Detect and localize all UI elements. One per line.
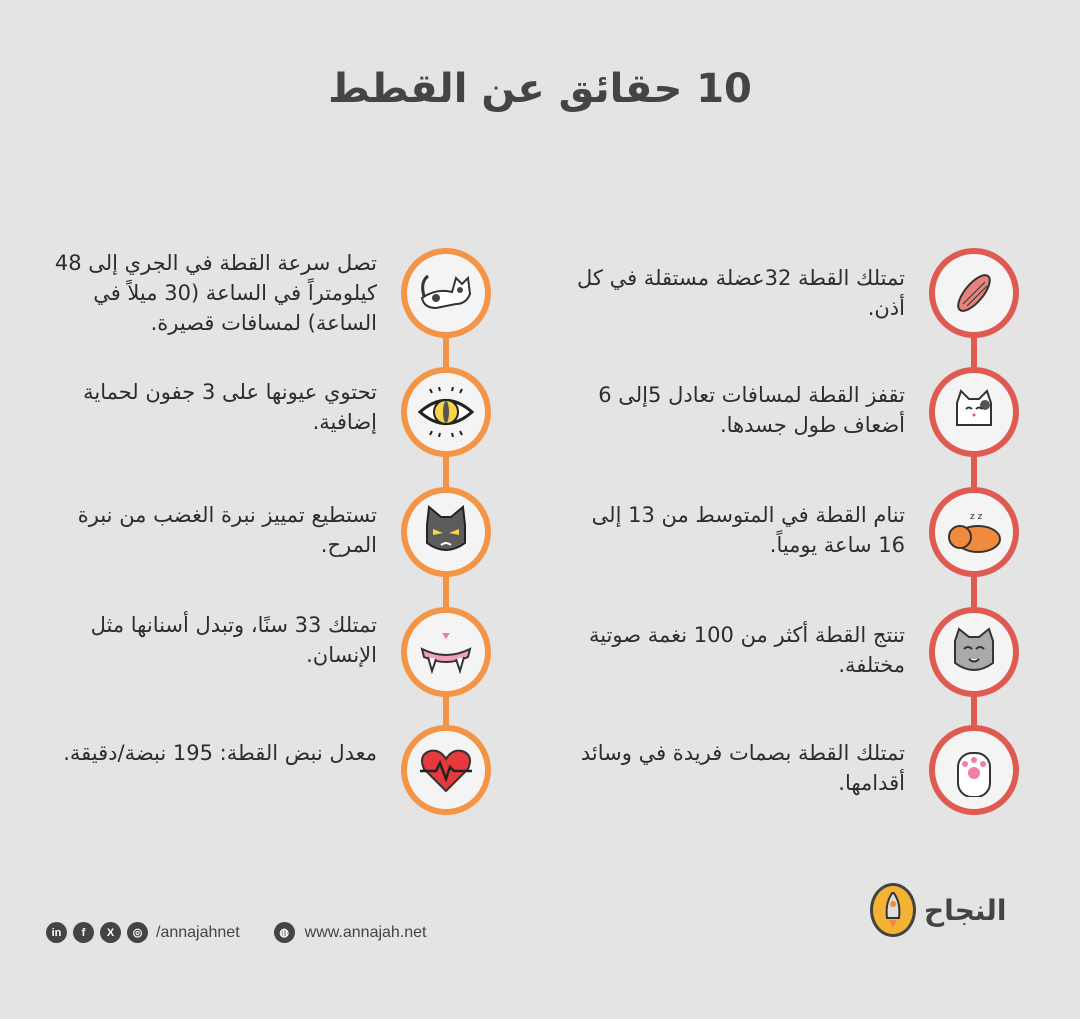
- smiling-cat-icon: [929, 607, 1019, 697]
- linkedin-icon[interactable]: in: [46, 922, 67, 943]
- footer-contacts: [46, 922, 427, 943]
- fact-text: معدل نبض القطة: 195 نبضة/دقيقة.: [63, 741, 377, 765]
- page-title: 10 حقائق عن القطط: [328, 66, 752, 112]
- cat-eye-icon: [401, 367, 491, 457]
- fact-text: تصل سرعة القطة في الجري إلى 48 كيلومتراً في الساعة (30 ميلاً في الساعة) لمسافات قصيرة.: [54, 251, 377, 335]
- fact-text: تمتلك 33 سنًا، وتبدل أسنانها مثل الإنسان.: [90, 613, 377, 667]
- fact-text: تنام القطة في المتوسط من 13 إلى 16 ساعة يومياً.: [591, 503, 905, 557]
- website-link[interactable]: www.annajah.net: [304, 923, 427, 941]
- fact-text: تقفز القطة لمسافات تعادل 5إلى 6 أضعاف طول جسدها.: [598, 383, 905, 437]
- heartbeat-icon: [401, 725, 491, 815]
- muscle-icon: [929, 248, 1019, 338]
- logo-text: النجاح: [924, 893, 1007, 927]
- fact-text: تحتوي عيونها على 3 جفون لحماية إضافية.: [83, 380, 377, 434]
- fact-text: تنتج القطة أكثر من 100 نغمة صوتية مختلفة.: [588, 623, 905, 677]
- facebook-icon[interactable]: f: [73, 922, 94, 943]
- brand-logo: [870, 883, 1006, 937]
- cat-face-icon: [929, 367, 1019, 457]
- social-handle[interactable]: /annajahnet: [156, 923, 240, 941]
- cat-teeth-icon: [401, 607, 491, 697]
- fact-text: تمتلك القطة بصمات فريدة في وسائد أقدامها.: [580, 741, 905, 795]
- x-icon[interactable]: X: [100, 922, 121, 943]
- fact-text: تمتلك القطة 32عضلة مستقلة في كل أذن.: [577, 266, 905, 320]
- svg-text:z z: z z: [970, 512, 983, 522]
- angry-cat-icon: [401, 487, 491, 577]
- instagram-icon[interactable]: ◎: [127, 922, 148, 943]
- globe-icon: ◍: [274, 922, 295, 943]
- running-cat-icon: [401, 248, 491, 338]
- fact-text: تستطيع تمييز نبرة الغضب من نبرة المرح.: [77, 503, 377, 557]
- paw-icon: [929, 725, 1019, 815]
- rocket-icon: [870, 883, 916, 937]
- sleeping-cat-icon: [929, 487, 1019, 577]
